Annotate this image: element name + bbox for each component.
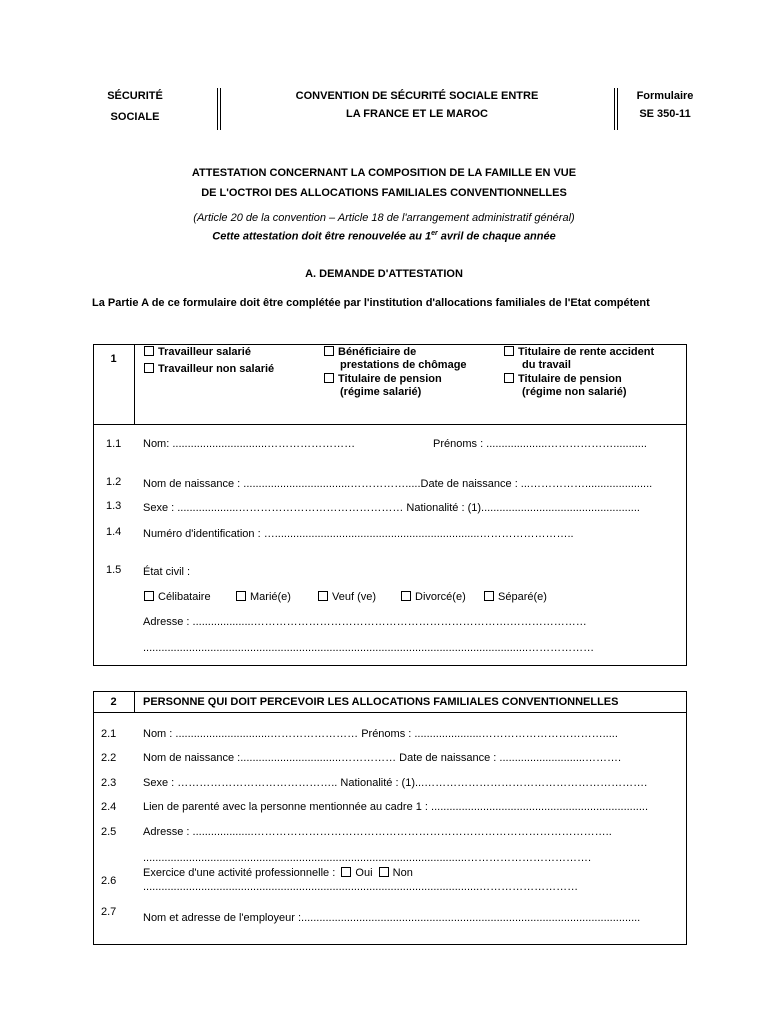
rente-line2: du travail bbox=[522, 359, 571, 371]
checkbox-icon[interactable] bbox=[144, 591, 154, 601]
checkbox-icon[interactable] bbox=[236, 591, 246, 601]
field-adresse-line2[interactable]: ..............................................................................................................................……………… bbox=[143, 642, 595, 654]
field-sexe-nationalite[interactable]: Sexe : ....................……………………………………… Nationalité : (1).................................................... bbox=[143, 502, 640, 514]
header-left-line2: SOCIALE bbox=[110, 111, 160, 123]
row-number-2-7: 2.7 bbox=[101, 906, 117, 918]
checkbox-celibataire[interactable]: Célibataire bbox=[144, 591, 211, 603]
header-center-line1: CONVENTION DE SÉCURITÉ SOCIALE ENTRE bbox=[295, 90, 539, 102]
section-1-number: 1 bbox=[110, 353, 117, 365]
row-number-2-4: 2.4 bbox=[101, 801, 117, 813]
header-divider-left bbox=[217, 88, 218, 130]
header-center-line2: LA FRANCE ET LE MAROC bbox=[346, 108, 488, 120]
row-number-1-5: 1.5 bbox=[106, 564, 122, 576]
checkbox-oui[interactable] bbox=[341, 867, 351, 877]
field-exercice-line2[interactable]: ..............................................................................................................……………………… bbox=[143, 881, 579, 893]
checkbox-icon[interactable] bbox=[504, 346, 514, 356]
field-nom-prenoms-2[interactable]: Nom : ...............................…………………… Prénoms : ......................……………………………..... bbox=[143, 728, 618, 740]
field-numero-identification[interactable]: Numéro d'identification : …...................................................................…………………….. bbox=[143, 528, 574, 540]
header-divider-left-2 bbox=[220, 88, 221, 130]
renewal-notice: Cette attestation doit être renouvelée au 1er avril de chaque année bbox=[212, 230, 556, 243]
checkbox-marie[interactable]: Marié(e) bbox=[236, 591, 291, 603]
field-adresse[interactable]: Adresse : ....................…………………………………………………………….………………… bbox=[143, 616, 587, 628]
pension-salarie-line2: (régime salarié) bbox=[340, 386, 422, 398]
row-number-1-4: 1.4 bbox=[106, 526, 122, 538]
checkbox-beneficiaire-chomage[interactable]: Bénéficiaire de bbox=[324, 346, 416, 358]
section-2-number: 2 bbox=[110, 696, 117, 708]
field-sexe-nationalite-2[interactable]: Sexe : …………………………………….. Nationalité : (1)...……………………………………………………. bbox=[143, 777, 648, 789]
header-divider-right bbox=[614, 88, 615, 130]
checkbox-icon[interactable] bbox=[504, 373, 514, 383]
checkbox-titulaire-pension-salarie[interactable]: Titulaire de pension bbox=[324, 373, 442, 385]
row-number-1-2: 1.2 bbox=[106, 476, 122, 488]
field-adresse-2[interactable]: Adresse : ....................…………………………………………………………………………………….. bbox=[143, 826, 612, 838]
checkbox-separe[interactable]: Séparé(e) bbox=[484, 591, 547, 603]
checkbox-titulaire-pension-non-salarie[interactable]: Titulaire de pension bbox=[504, 373, 622, 385]
row-number-1-1: 1.1 bbox=[106, 438, 122, 450]
row-number-2-6: 2.6 bbox=[101, 875, 117, 887]
row-number-2-3: 2.3 bbox=[101, 777, 117, 789]
etat-civil-label: État civil : bbox=[143, 566, 191, 578]
field-naissance[interactable]: Nom de naissance : ...................................…………….....Date de naissance : ...……………...................... bbox=[143, 478, 653, 490]
checkbox-icon[interactable] bbox=[324, 346, 334, 356]
field-employeur[interactable]: Nom et adresse de l'employeur :............................................................................................................... bbox=[143, 912, 641, 924]
row-number-2-1: 2.1 bbox=[101, 728, 117, 740]
field-lien-parente[interactable]: Lien de parenté avec la personne mentionnée au cadre 1 : ....................................................................... bbox=[143, 801, 649, 813]
row-number-2-5: 2.5 bbox=[101, 826, 117, 838]
checkbox-icon[interactable] bbox=[144, 363, 154, 373]
section-2-num-divider bbox=[134, 691, 135, 713]
title-line1: ATTESTATION CONCERNANT LA COMPOSITION DE LA FAMILLE EN VUE bbox=[191, 167, 577, 179]
header-left-line1: SÉCURITÉ bbox=[107, 90, 163, 102]
part-a-intro: La Partie A de ce formulaire doit être complétée par l'institution d'allocations familiales de l'Etat compétent bbox=[92, 297, 650, 309]
checkbox-icon[interactable] bbox=[144, 346, 154, 356]
section-2-title: PERSONNE QUI DOIT PERCEVOIR LES ALLOCATIONS FAMILIALES CONVENTIONNELLES bbox=[143, 696, 619, 708]
row-number-2-2: 2.2 bbox=[101, 752, 117, 764]
pension-non-salarie-line2: (régime non salarié) bbox=[522, 386, 627, 398]
field-naissance-2[interactable]: Nom de naissance :.................................…………… Date de naissance : ............................………. bbox=[143, 752, 622, 764]
field-nom[interactable]: Nom: ...............................…………………… bbox=[143, 438, 356, 450]
article-reference: (Article 20 de la convention – Article 18 de l'arrangement administratif général) bbox=[193, 212, 575, 224]
header-right-line2: SE 350-11 bbox=[639, 108, 691, 120]
row-number-1-3: 1.3 bbox=[106, 500, 122, 512]
exercice-activite: Exercice d'une activité professionnelle : Oui Non bbox=[143, 867, 413, 879]
checkbox-travailleur-salarie[interactable]: Travailleur salarié bbox=[144, 346, 251, 358]
checkbox-icon[interactable] bbox=[318, 591, 328, 601]
beneficiaire-line2: prestations de chômage bbox=[340, 359, 467, 371]
field-prenoms[interactable]: Prénoms : ....................………………........... bbox=[433, 438, 647, 450]
checkbox-icon[interactable] bbox=[324, 373, 334, 383]
section-1-num-divider bbox=[134, 344, 135, 424]
title-line2: DE L'OCTROI DES ALLOCATIONS FAMILIALES CONVENTIONNELLES bbox=[201, 187, 567, 199]
checkbox-non[interactable] bbox=[379, 867, 389, 877]
header-right-line1: Formulaire bbox=[636, 90, 694, 102]
checkbox-icon[interactable] bbox=[484, 591, 494, 601]
checkbox-icon[interactable] bbox=[401, 591, 411, 601]
section-1-header-divider bbox=[93, 424, 687, 425]
checkbox-travailleur-non-salarie[interactable]: Travailleur non salarié bbox=[144, 363, 274, 375]
checkbox-divorce[interactable]: Divorcé(e) bbox=[401, 591, 466, 603]
checkbox-veuf[interactable]: Veuf (ve) bbox=[318, 591, 376, 603]
header-divider-right-2 bbox=[617, 88, 618, 130]
field-adresse-2-line2[interactable]: ..........................................................................................................……………………………. bbox=[143, 852, 592, 864]
part-a-heading: A. DEMANDE D'ATTESTATION bbox=[305, 268, 463, 280]
checkbox-titulaire-rente[interactable]: Titulaire de rente accident bbox=[504, 346, 654, 358]
